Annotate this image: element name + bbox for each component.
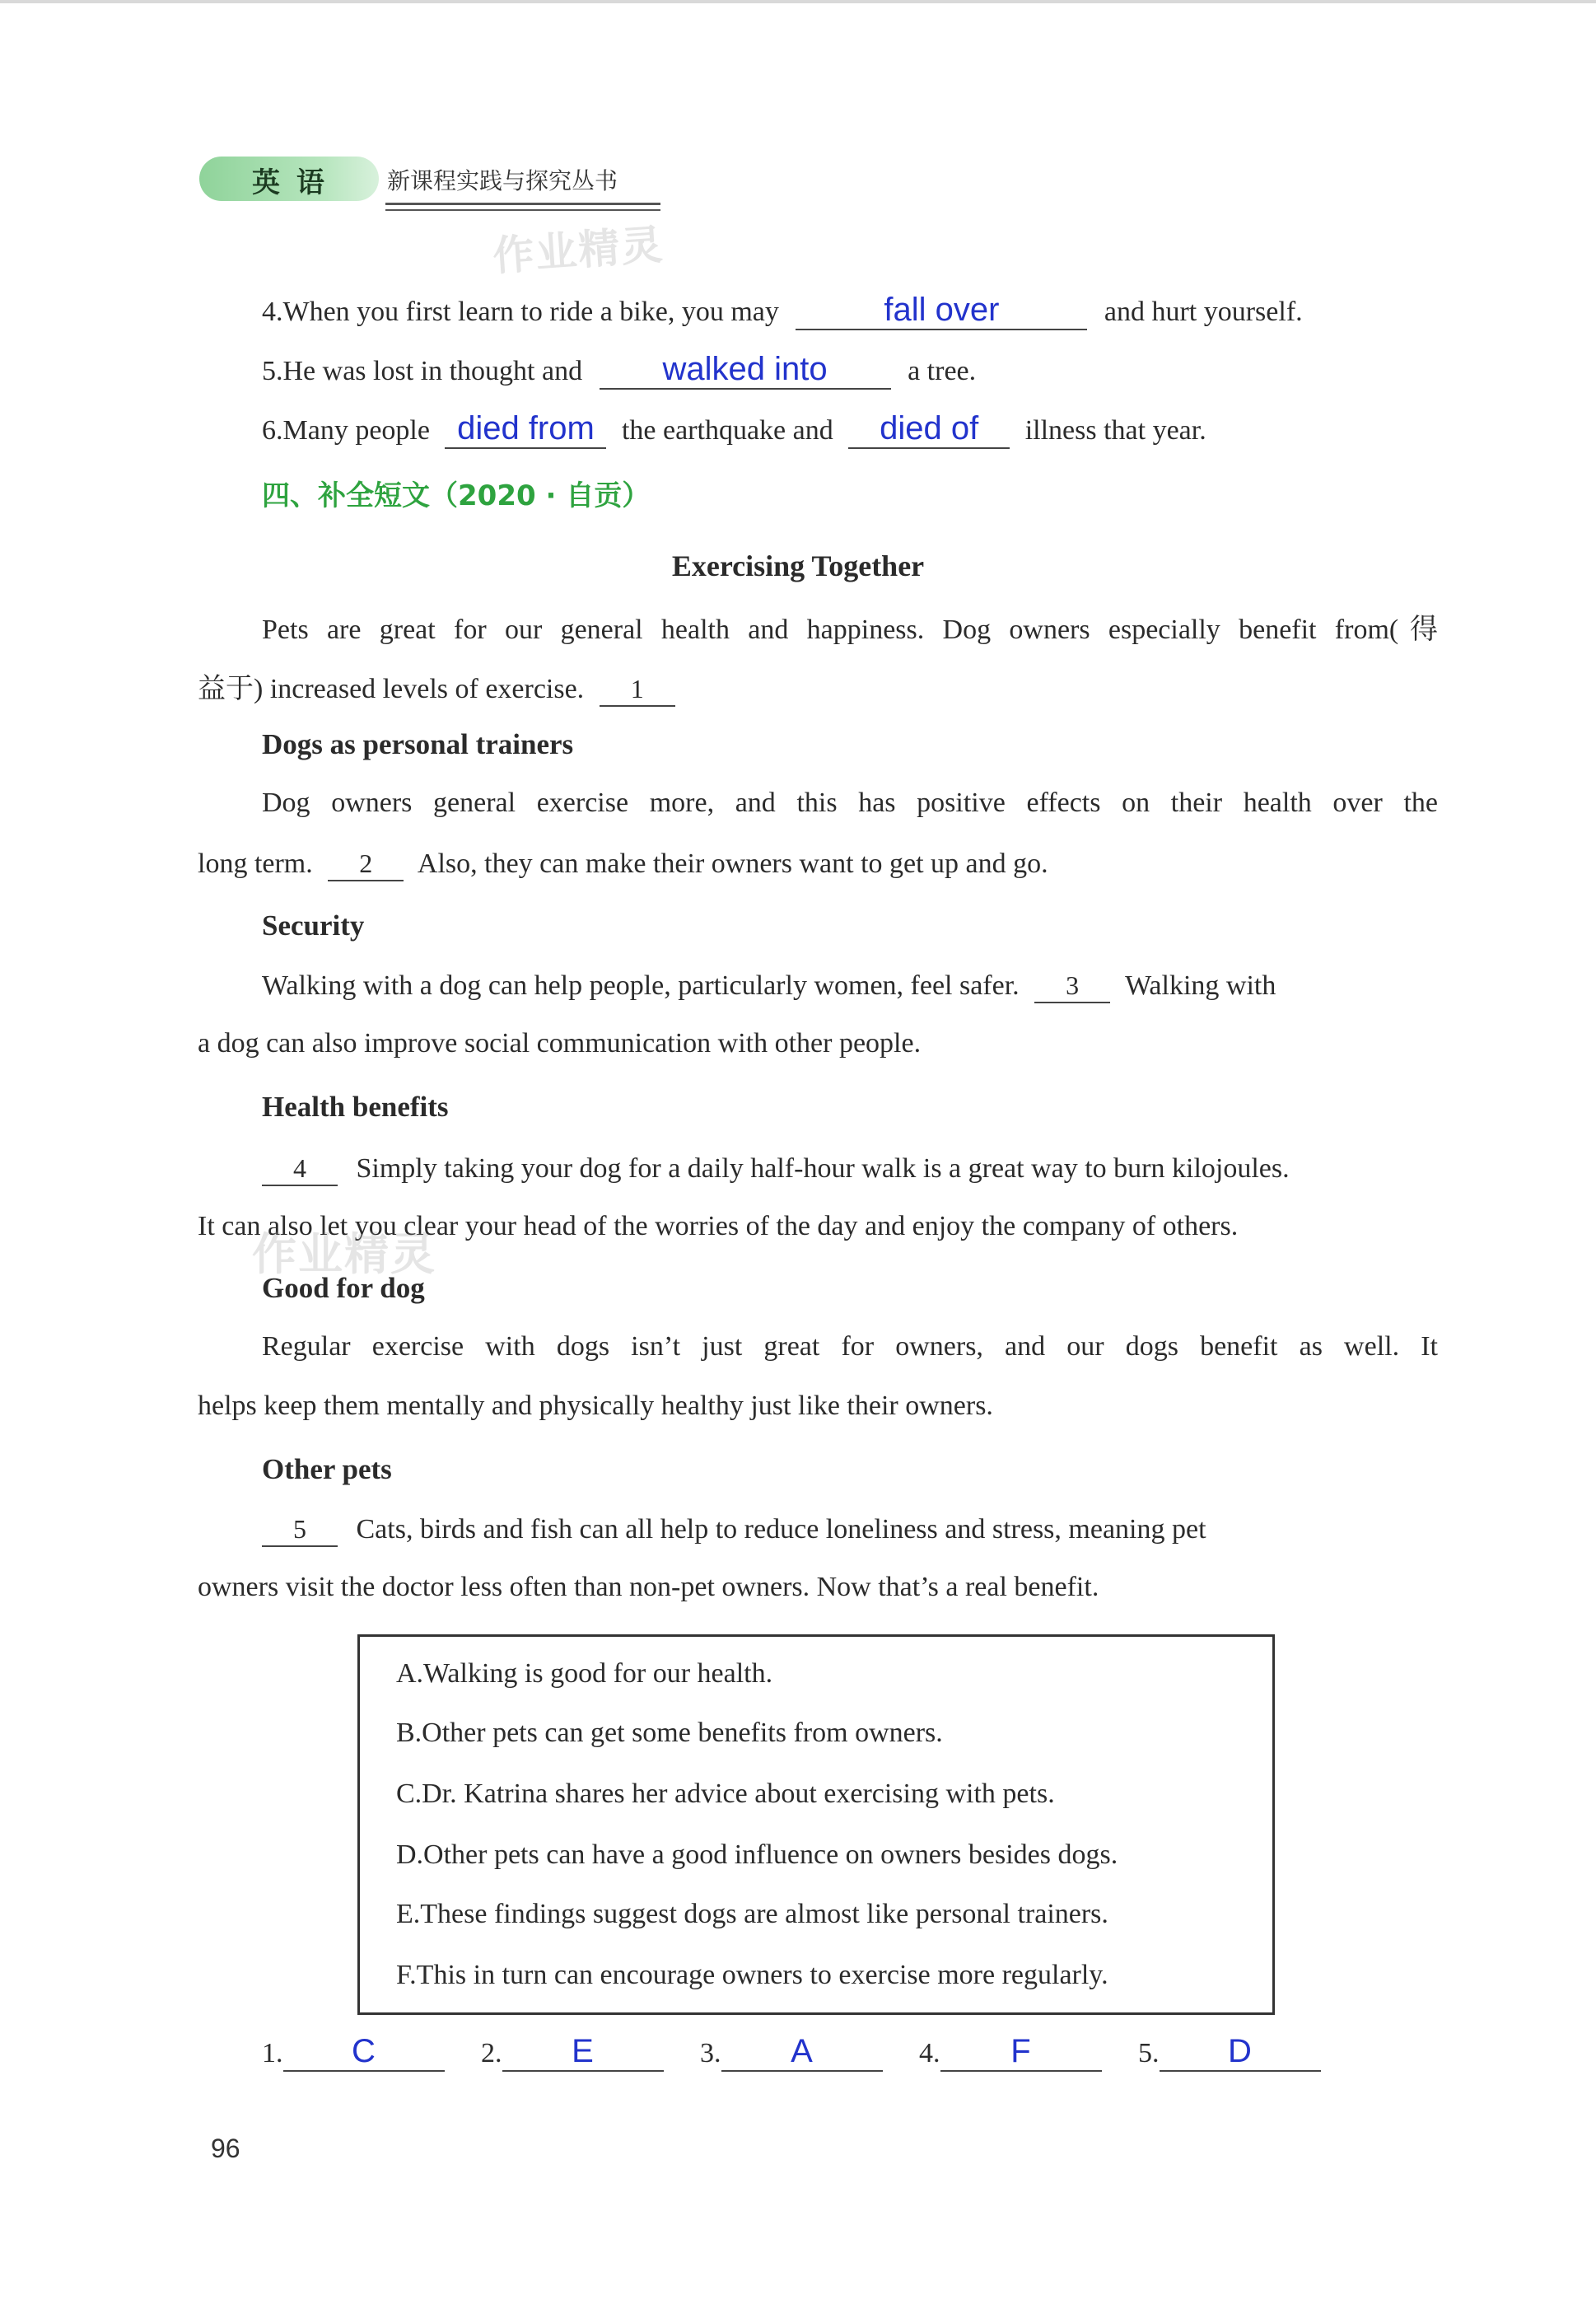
p4-line-1: Regular exercise with dogs isn’t just great for owners, and our dogs benefit as well. It bbox=[262, 1331, 1438, 1362]
answer-item bbox=[262, 2035, 445, 2072]
gap-4: 4 bbox=[262, 1152, 338, 1186]
exercise-text: 4.When you first learn to ride a bike, you may bbox=[262, 297, 779, 327]
header-rule bbox=[385, 209, 660, 211]
handwritten-answer: walked into bbox=[662, 351, 828, 387]
option-e: E.These findings suggest dogs are almost like personal trainers. bbox=[396, 1899, 1108, 1929]
answer-item bbox=[919, 2035, 1102, 2072]
answer-row bbox=[262, 2035, 1351, 2072]
option-a: A.Walking is good for our health. bbox=[396, 1658, 773, 1689]
handwritten-answer: fall over bbox=[884, 292, 1000, 328]
answer-number: 4. bbox=[919, 2038, 940, 2068]
paragraph-text: 益于) increased levels of exercise. bbox=[198, 674, 585, 704]
answer-blank bbox=[600, 353, 891, 390]
gap-5: 5 bbox=[262, 1512, 338, 1547]
handwritten-answer: E bbox=[572, 2033, 594, 2069]
p2-line-1 bbox=[262, 969, 1276, 1003]
intro-line-1: Pets are great for our general health and happiness. Dog owners especially benefit from(得 bbox=[262, 615, 1438, 645]
top-border bbox=[0, 0, 1596, 3]
paragraph-text: Simply taking your dog for a daily half-hour walk is a great way to burn kilojoules. bbox=[356, 1153, 1290, 1184]
option-f: F.This in turn can encourage owners to exercise more regularly. bbox=[396, 1960, 1108, 1990]
p1-line-1: Dog owners general exercise more, and this has positive effects on their health over the bbox=[262, 788, 1438, 818]
exercise-text: 6.Many people bbox=[262, 415, 430, 446]
answer-blank bbox=[283, 2035, 445, 2072]
exercise-4 bbox=[262, 293, 1303, 330]
p5-line-2: owners visit the doctor less often than non-pet owners. Now that’s a real benefit. bbox=[198, 1572, 1099, 1602]
handwritten-answer: A bbox=[791, 2033, 813, 2069]
handwritten-answer: died from bbox=[457, 410, 595, 446]
paragraph-text: Walking with bbox=[1125, 970, 1276, 1001]
essay-title: Exercising Together bbox=[671, 549, 925, 582]
section-title: 四、补全短文（2020 · 自贡） bbox=[262, 479, 651, 512]
p2-line-2: a dog can also improve social communication with other people. bbox=[198, 1028, 922, 1059]
exercise-text: the earthquake and bbox=[621, 415, 833, 446]
subheading-trainers: Dogs as personal trainers bbox=[262, 728, 574, 760]
option-c: C.Dr. Katrina shares her advice about exercising with pets. bbox=[396, 1778, 1055, 1809]
handwritten-answer: D bbox=[1228, 2033, 1252, 2069]
subheading-health: Health benefits bbox=[262, 1091, 449, 1123]
p3-line-1 bbox=[262, 1152, 1290, 1186]
answer-item bbox=[1138, 2035, 1321, 2072]
answer-number: 5. bbox=[1138, 2038, 1160, 2068]
header-rule bbox=[385, 203, 660, 205]
p4-line-2: helps keep them mentally and physically healthy just like their owners. bbox=[198, 1391, 993, 1421]
answer-item bbox=[700, 2035, 883, 2072]
exercise-text: a tree. bbox=[908, 356, 977, 386]
gap-3: 3 bbox=[1034, 969, 1110, 1003]
answer-number: 1. bbox=[262, 2038, 283, 2068]
page-header bbox=[199, 153, 660, 204]
answer-blank bbox=[940, 2035, 1102, 2072]
exercise-text: illness that year. bbox=[1024, 415, 1206, 446]
answer-blank bbox=[848, 412, 1010, 449]
p5-line-1 bbox=[262, 1512, 1206, 1547]
p1-line-2 bbox=[198, 847, 1048, 881]
subheading-dog: Good for dog bbox=[262, 1272, 425, 1304]
p3-line-2: It can also let you clear your head of the worries of the day and enjoy the company of others. bbox=[198, 1211, 1239, 1241]
answer-blank bbox=[796, 293, 1087, 330]
answer-item bbox=[481, 2035, 664, 2072]
paragraph-text: Cats, birds and fish can all help to reduce loneliness and stress, meaning pet bbox=[356, 1514, 1206, 1545]
option-b: B.Other pets can get some benefits from owners. bbox=[396, 1718, 943, 1748]
options-box bbox=[357, 1634, 1275, 2015]
exercise-6 bbox=[262, 412, 1206, 449]
paragraph-text: long term. bbox=[198, 848, 313, 879]
handwritten-answer: F bbox=[1010, 2033, 1031, 2069]
paragraph-text: Walking with a dog can help people, particularly women, feel safer. bbox=[262, 970, 1020, 1001]
handwritten-answer: C bbox=[352, 2033, 376, 2069]
handwritten-answer: died of bbox=[880, 410, 979, 446]
exercise-text: 5.He was lost in thought and bbox=[262, 356, 583, 386]
paragraph-text: Also, they can make their owners want to get up and go. bbox=[417, 848, 1048, 879]
answer-number: 2. bbox=[481, 2038, 502, 2068]
gap-2: 2 bbox=[328, 847, 404, 881]
series-title: 新课程实践与探究丛书 bbox=[387, 167, 618, 194]
intro-line-2 bbox=[198, 666, 675, 707]
answer-number: 3. bbox=[700, 2038, 721, 2068]
subheading-security: Security bbox=[262, 909, 365, 942]
watermark: 作业精灵 bbox=[252, 1228, 436, 1280]
exercise-5 bbox=[262, 353, 976, 390]
option-d: D.Other pets can have a good influence on owners besides dogs. bbox=[396, 1839, 1118, 1870]
answer-blank bbox=[721, 2035, 883, 2072]
answer-blank bbox=[502, 2035, 664, 2072]
subheading-other-pets: Other pets bbox=[262, 1453, 392, 1485]
subject-label: 英 语 bbox=[252, 166, 328, 199]
page-number: 96 bbox=[211, 2134, 240, 2163]
exercise-text: and hurt yourself. bbox=[1104, 297, 1303, 327]
watermark: 作业精灵 bbox=[491, 220, 666, 281]
answer-blank bbox=[1160, 2035, 1321, 2072]
gap-1: 1 bbox=[600, 672, 675, 707]
answer-blank bbox=[445, 412, 606, 449]
